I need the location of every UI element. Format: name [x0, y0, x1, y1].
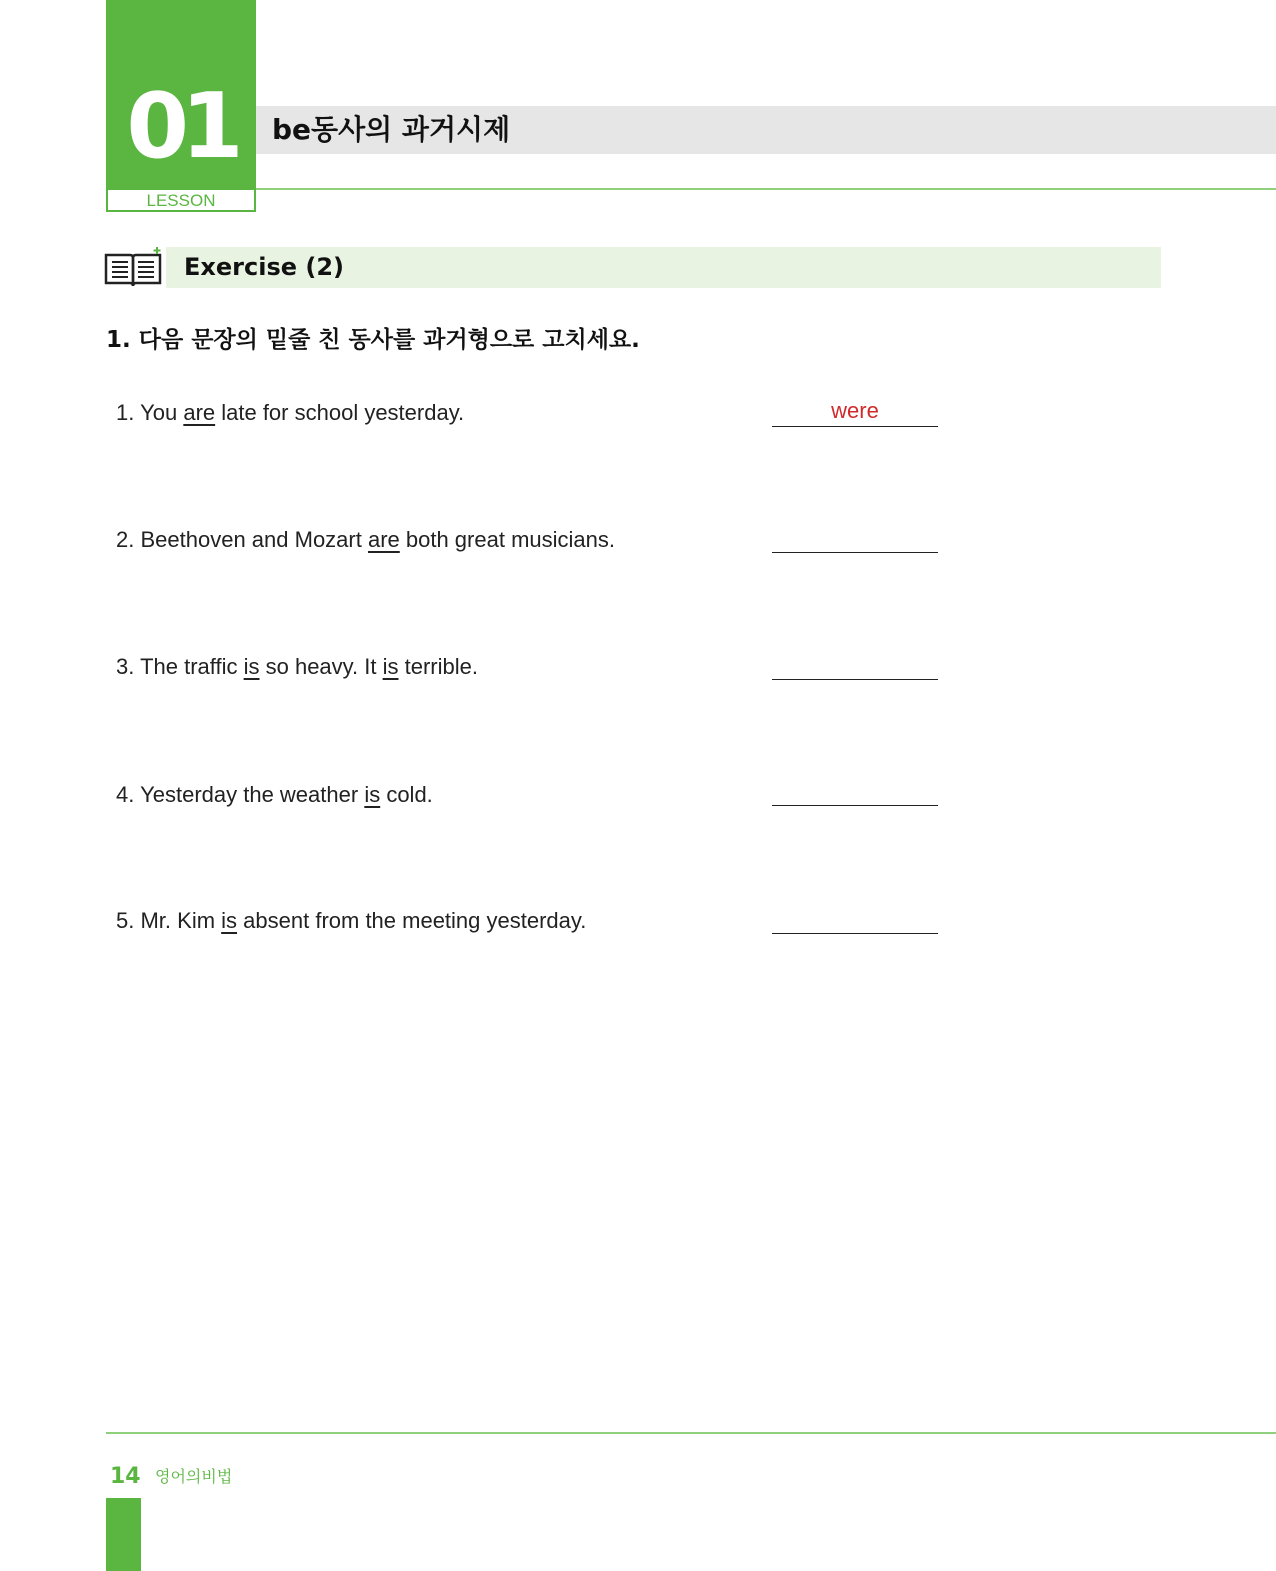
underlined-verb: are [367, 527, 400, 552]
lesson-number: 01 [126, 74, 236, 179]
question-3 [116, 652, 478, 682]
book-name: 영어의비법 [155, 1467, 233, 1486]
question-text: Beethoven and Mozart [140, 527, 368, 552]
question-text: The traffic [140, 654, 244, 679]
exercise-title: Exercise (2) [184, 253, 344, 281]
question-text: cold. [380, 782, 433, 807]
question-text: absent from the meeting yesterday. [237, 908, 587, 933]
underlined-verb: is [221, 908, 238, 933]
question-number: 4. [116, 782, 135, 807]
underlined-verb: are [183, 400, 216, 425]
lesson-title-bar [256, 106, 1276, 154]
page-number: 14 [110, 1464, 141, 1489]
question-4 [116, 780, 433, 810]
header-divider [256, 188, 1276, 190]
open-book-icon [104, 245, 162, 289]
question-number: 1. [116, 400, 135, 425]
question-number: 2. [116, 527, 135, 552]
question-2 [116, 525, 615, 555]
question-text: late for school yesterday. [215, 400, 465, 425]
question-1 [116, 398, 464, 428]
question-number: 3. [116, 654, 135, 679]
exercise-bar [166, 247, 1161, 288]
lesson-label: LESSON [146, 191, 216, 210]
answer-field-5[interactable] [772, 903, 938, 934]
answer-field-3[interactable] [772, 649, 938, 680]
instruction: 1. 다음 문장의 밑줄 친 동사를 과거형으로 고치세요. [106, 327, 640, 353]
underlined-verb: is [382, 654, 399, 679]
answer-field-1[interactable]: were [772, 396, 938, 427]
answer-field-4[interactable] [772, 775, 938, 806]
question-text: You [140, 400, 184, 425]
underlined-verb: is [243, 654, 260, 679]
footer-divider [106, 1432, 1276, 1434]
question-number: 5. [116, 908, 135, 933]
lesson-title: be동사의 과거시제 [272, 113, 511, 146]
question-text: terrible. [398, 654, 478, 679]
footer-accent-block [106, 1498, 141, 1571]
question-text: Mr. Kim [140, 908, 222, 933]
question-text: so heavy. It [259, 654, 383, 679]
underlined-verb: is [364, 782, 381, 807]
lesson-badge [106, 0, 256, 212]
answer-field-2[interactable] [772, 522, 938, 553]
question-text: Yesterday the weather [140, 782, 365, 807]
question-text: both great musicians. [399, 527, 615, 552]
question-5 [116, 906, 586, 936]
